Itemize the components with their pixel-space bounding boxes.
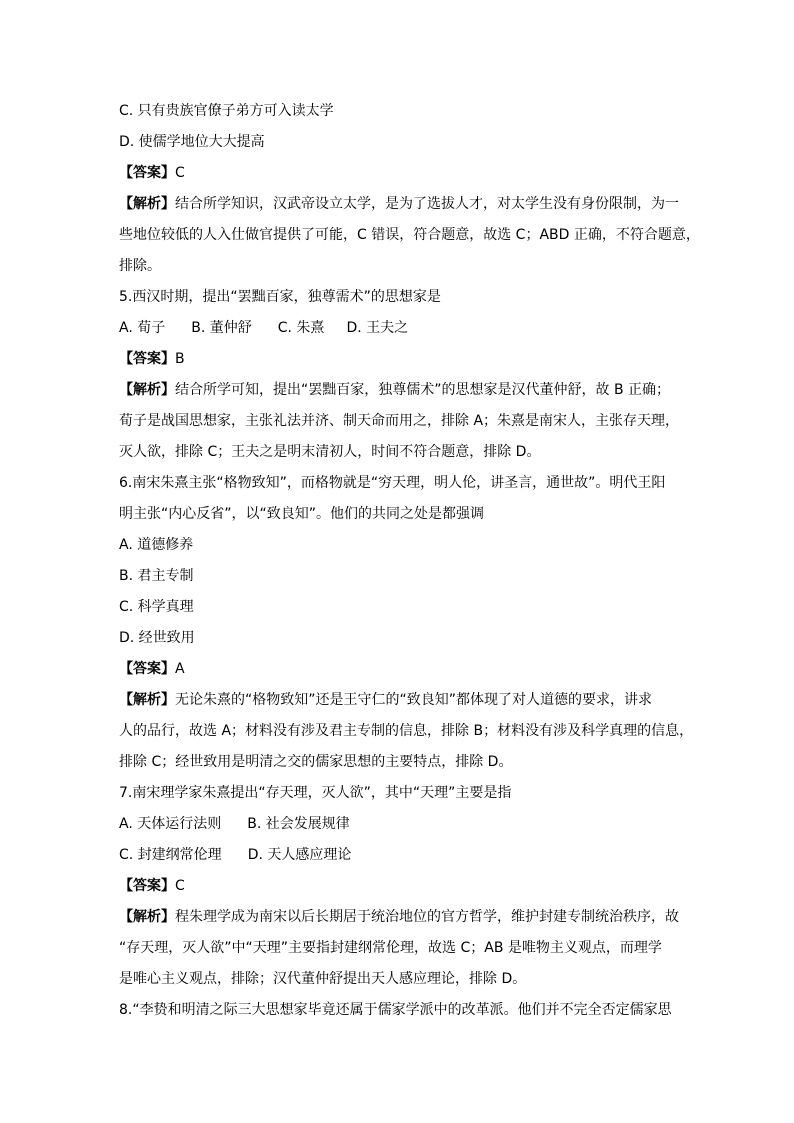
- q7-stem: 7.南宋理学家朱熹提出“存天理，灭人欲”，其中“天理”主要是指: [119, 785, 512, 801]
- analysis-text: 结合所学知识，汉武帝设立太学，是为了选拔人才，对太学生没有身份限制，为一: [175, 196, 679, 212]
- q6-answer: [119, 654, 679, 685]
- q6-option-a: A. 道德修养: [119, 537, 194, 553]
- answer-value: C: [175, 878, 185, 894]
- answer-value: A: [175, 661, 185, 677]
- q5-stem: 5.西汉时期，提出“罢黜百家，独尊需术”的思想家是: [119, 289, 441, 305]
- q4-answer: [119, 158, 679, 189]
- q6-option-d: D. 经世致用: [119, 630, 195, 646]
- q7-option-b: B. 社会发展规律: [247, 816, 350, 832]
- q5-option-d: D. 王夫之: [346, 320, 409, 336]
- q5-options: [119, 313, 679, 344]
- q7-option-d: D. 天人感应理论: [247, 847, 352, 863]
- q4-option-c: C. 只有贵族官僚子弟方可入读太学: [119, 103, 334, 119]
- q7-options-row-2: [119, 840, 679, 871]
- document-content: [119, 96, 700, 1026]
- answer-label: 【答案】: [119, 878, 175, 894]
- q6-analysis-line-2: 人的品行，故选 A；材料没有涉及君主专制的信息，排除 B；材料没有涉及科学真理的信息，: [119, 723, 694, 739]
- q5-option-b: B. 董仲舒: [191, 320, 252, 336]
- q7-options-row-1: [119, 809, 679, 840]
- q6-option-c: C. 科学真理: [119, 599, 194, 615]
- analysis-text: 无论朱熹的“格物致知”还是王守仁的“致良知”都体现了对人道德的要求，讲求: [175, 692, 653, 708]
- q5-answer: [119, 344, 679, 375]
- q7-analysis-line-1: [119, 902, 679, 933]
- q7-option-c: C. 封建纲常伦理: [119, 847, 222, 863]
- q5-analysis-line-3: 灭人欲，排除 C；王夫之是明末清初人，时间不符合题意，排除 D。: [119, 444, 541, 460]
- q5-analysis-line-1: [119, 375, 679, 406]
- answer-value: B: [175, 351, 185, 367]
- q7-analysis-line-2: “存天理，灭人欲”中“天理”主要指封建纲常伦理，故选 C；AB 是唯物主义观点，而理学: [119, 940, 662, 956]
- q7-answer: [119, 871, 679, 902]
- q6-option-b: B. 君主专制: [119, 568, 194, 584]
- q4-analysis-line-1: [119, 189, 679, 220]
- answer-label: 【答案】: [119, 165, 175, 181]
- q4-option-d: D. 使儒学地位大大提高: [119, 134, 265, 150]
- q6-stem-line-2: 明主张“内心反省”，以“致良知”。他们的共同之处是都强调: [119, 506, 485, 522]
- q6-stem-line-1: 6.南宋朱熹主张“格物致知”，而格物就是“穷天理，明人伦，讲圣言，通世故”。明代王阳: [119, 475, 666, 491]
- analysis-text: 程朱理学成为南宋以后长期居于统治地位的官方哲学，维护封建专制统治秩序，故: [175, 909, 679, 925]
- analysis-label: 【解析】: [119, 196, 175, 212]
- analysis-label: 【解析】: [119, 909, 175, 925]
- q4-analysis-line-3: 排除。: [119, 258, 161, 274]
- analysis-text: 结合所学可知，提出“罢黜百家，独尊儒术”的思想家是汉代董仲舒，故 B 正确；: [175, 382, 671, 398]
- analysis-label: 【解析】: [119, 382, 175, 398]
- q4-analysis-line-2: 些地位较低的人入仕做官提供了可能，C 错误，符合题意，故选 C；ABD 正确，不符合题意，: [119, 227, 700, 243]
- q5-option-a: A. 荀子: [119, 320, 166, 336]
- answer-label: 【答案】: [119, 661, 175, 677]
- answer-value: C: [175, 165, 185, 181]
- q6-analysis-line-1: [119, 685, 679, 716]
- analysis-label: 【解析】: [119, 692, 175, 708]
- q5-analysis-line-2: 荀子是战国思想家，主张礼法并济、制天命而用之，排除 A；朱熹是南宋人，主张存天理，: [119, 413, 680, 429]
- q6-analysis-line-3: 排除 C；经世致用是明清之交的儒家思想的主要特点，排除 D。: [119, 754, 513, 770]
- q7-option-a: A. 天体运行法则: [119, 816, 222, 832]
- q5-option-c: C. 朱熹: [277, 320, 325, 336]
- q8-stem-start: 8.“李贽和明清之际三大思想家毕竟还属于儒家学派中的改革派。他们并不完全否定儒家思: [119, 1002, 672, 1018]
- q7-analysis-line-3: 是唯心主义观点，排除；汉代董仲舒提出天人感应理论，排除 D。: [119, 971, 527, 987]
- answer-label: 【答案】: [119, 351, 175, 367]
